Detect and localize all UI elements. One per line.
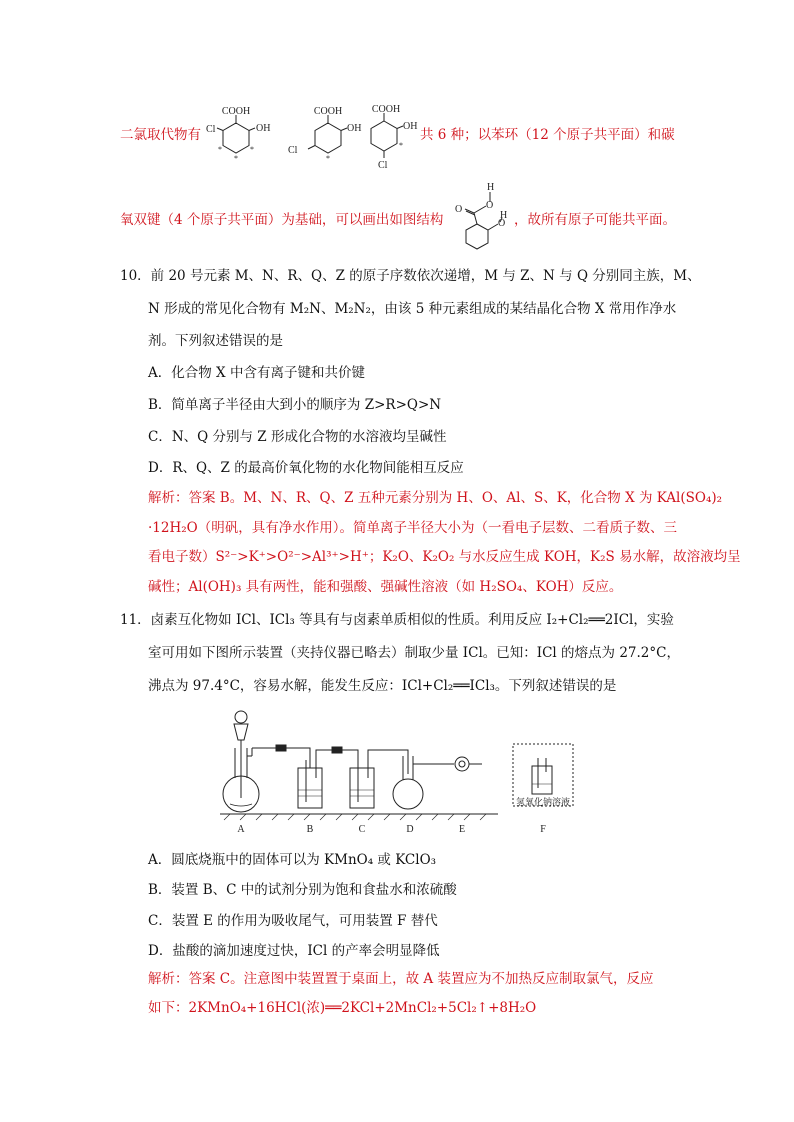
label-e: E: [458, 824, 466, 835]
star-mark: *: [250, 145, 254, 154]
q10-stem-line2: N 形成的常见化合物有 M₂N、M₂N₂，由该 5 种元素组成的某结晶化合物 X 常用作净水: [148, 301, 677, 317]
planar-conformation-structure: [452, 180, 514, 260]
q11-option-d[interactable]: D．盐酸的滴加速度过快，ICl 的产率会明显降低: [148, 943, 440, 959]
apparatus-d-flask: [393, 756, 440, 809]
q9-line1-prefix: 二氯取代物有: [120, 127, 201, 143]
o-label: O: [455, 204, 463, 215]
h-label: H: [500, 210, 508, 221]
q11-option-b[interactable]: B．装置 B、C 中的试剂分别为饱和食盐水和浓硫酸: [148, 882, 457, 898]
ici-preparation-apparatus: [210, 708, 600, 838]
q10-stem-line3: 剂。下列叙述错误的是: [148, 333, 283, 349]
q10-explanation-line4: 碱性；Al(OH)₃ 具有两性，能和强酸、强碱性溶液（如 H₂SO₄、KOH）反应。: [148, 579, 623, 595]
q9-line2-prefix: 氧双键（4 个原子共平面）为基础，可以画出如图结构: [120, 212, 444, 228]
oh-label: OH: [347, 123, 362, 134]
star-mark: *: [399, 141, 403, 150]
cl-label: Cl: [206, 124, 216, 135]
o-label: O: [498, 218, 506, 229]
q11-stem-line1: 11．卤素互化物如 ICl、ICl₃ 等具有与卤素单质相似的性质。利用反应 I₂+Cl₂══2ICl，实验: [120, 612, 674, 628]
q10-explanation-line2: ·12H₂O（明矾，具有净水作用）。简单离子半径大小为（一看电子层数、二看质子数、三: [148, 520, 677, 536]
star-mark: *: [218, 145, 222, 154]
q11-stem-line2: 室可用如下图所示装置（夹持仪器已略去）制取少量 ICl。已知：ICl 的熔点为 27.2°C，: [148, 645, 680, 661]
apparatus-e-drying-tube: [440, 757, 482, 771]
q11-option-a[interactable]: A．圆底烧瓶中的固体可以为 KMnO₄ 或 KClO₃: [148, 852, 437, 868]
label-a: A: [237, 824, 245, 835]
apparatus-c-wash-bottle: [350, 760, 374, 808]
cooh-label: COOH: [313, 106, 343, 117]
label-b: B: [306, 824, 314, 835]
apparatus-a-flask: [223, 711, 259, 812]
q10-option-b[interactable]: B．简单离子半径由大到小的顺序为 Z>R>Q>N: [148, 397, 442, 413]
f-solution-caption: 氢氧化钠溶液: [515, 797, 571, 807]
label-c: C: [358, 824, 366, 835]
o-label: O: [486, 200, 494, 211]
cooh-label: COOH: [221, 106, 251, 117]
label-f: F: [540, 824, 546, 835]
cooh-label: COOH: [371, 104, 401, 115]
star-mark: *: [326, 154, 330, 163]
q10-option-a[interactable]: A．化合物 X 中含有离子键和共价键: [148, 365, 365, 381]
star-mark: *: [234, 154, 238, 163]
cl-label: Cl: [288, 145, 298, 156]
q10-option-d[interactable]: D．R、Q、Z 的最高价氧化物的水化物间能相互反应: [148, 460, 464, 476]
q10-explanation-line1: 解析：答案 B。M、N、R、Q、Z 五种元素分别为 H、O、Al、S、K，化合物 X 为 KAl(SO₄)₂: [148, 490, 723, 506]
q11-stem-line3: 沸点为 97.4°C，容易水解，能发生反应：ICl+Cl₂══ICl₃。下列叙述错误的是: [148, 678, 617, 694]
dichloro-isomer-2-structure: [286, 103, 362, 165]
q9-line2-suffix: ，故所有原子可能共平面。: [514, 212, 676, 228]
q10-stem-line1: 10．前 20 号元素 M、N、R、Q、Z 的原子序数依次递增，M 与 Z、N 与 Q 分别同主族，M、: [120, 268, 701, 284]
q10-option-c[interactable]: C．N、Q 分别与 Z 形成化合物的水溶液均呈碱性: [148, 429, 447, 445]
q11-explanation-line2: 如下：2KMnO₄+16HCl(浓)══2KCl+2MnCl₂+5Cl₂↑+8H₂O: [148, 1000, 537, 1016]
q11-explanation-line1: 解析：答案 C。注意图中装置置于桌面上，故 A 装置应为不加热反应制取氯气，反应: [148, 971, 654, 987]
dichloro-isomer-1-structure: [206, 103, 271, 165]
h-label: H: [487, 182, 495, 193]
cl-label: Cl: [378, 160, 388, 171]
oh-label: OH: [403, 121, 418, 132]
q10-explanation-line3: 看电子数）S²⁻>K⁺>O²⁻>Al³⁺>H⁺；K₂O、K₂O₂ 与水反应生成 KOH，K₂S 易水解，故溶液均呈: [148, 549, 741, 565]
q11-option-c[interactable]: C．装置 E 的作用为吸收尾气，可用装置 F 替代: [148, 913, 438, 929]
oh-label: OH: [256, 123, 271, 134]
q9-line1-suffix: 共 6 种；以苯环（12 个原子共平面）和碳: [420, 127, 675, 143]
dichloro-isomer-3-structure: [364, 101, 420, 173]
label-d: D: [406, 824, 414, 835]
